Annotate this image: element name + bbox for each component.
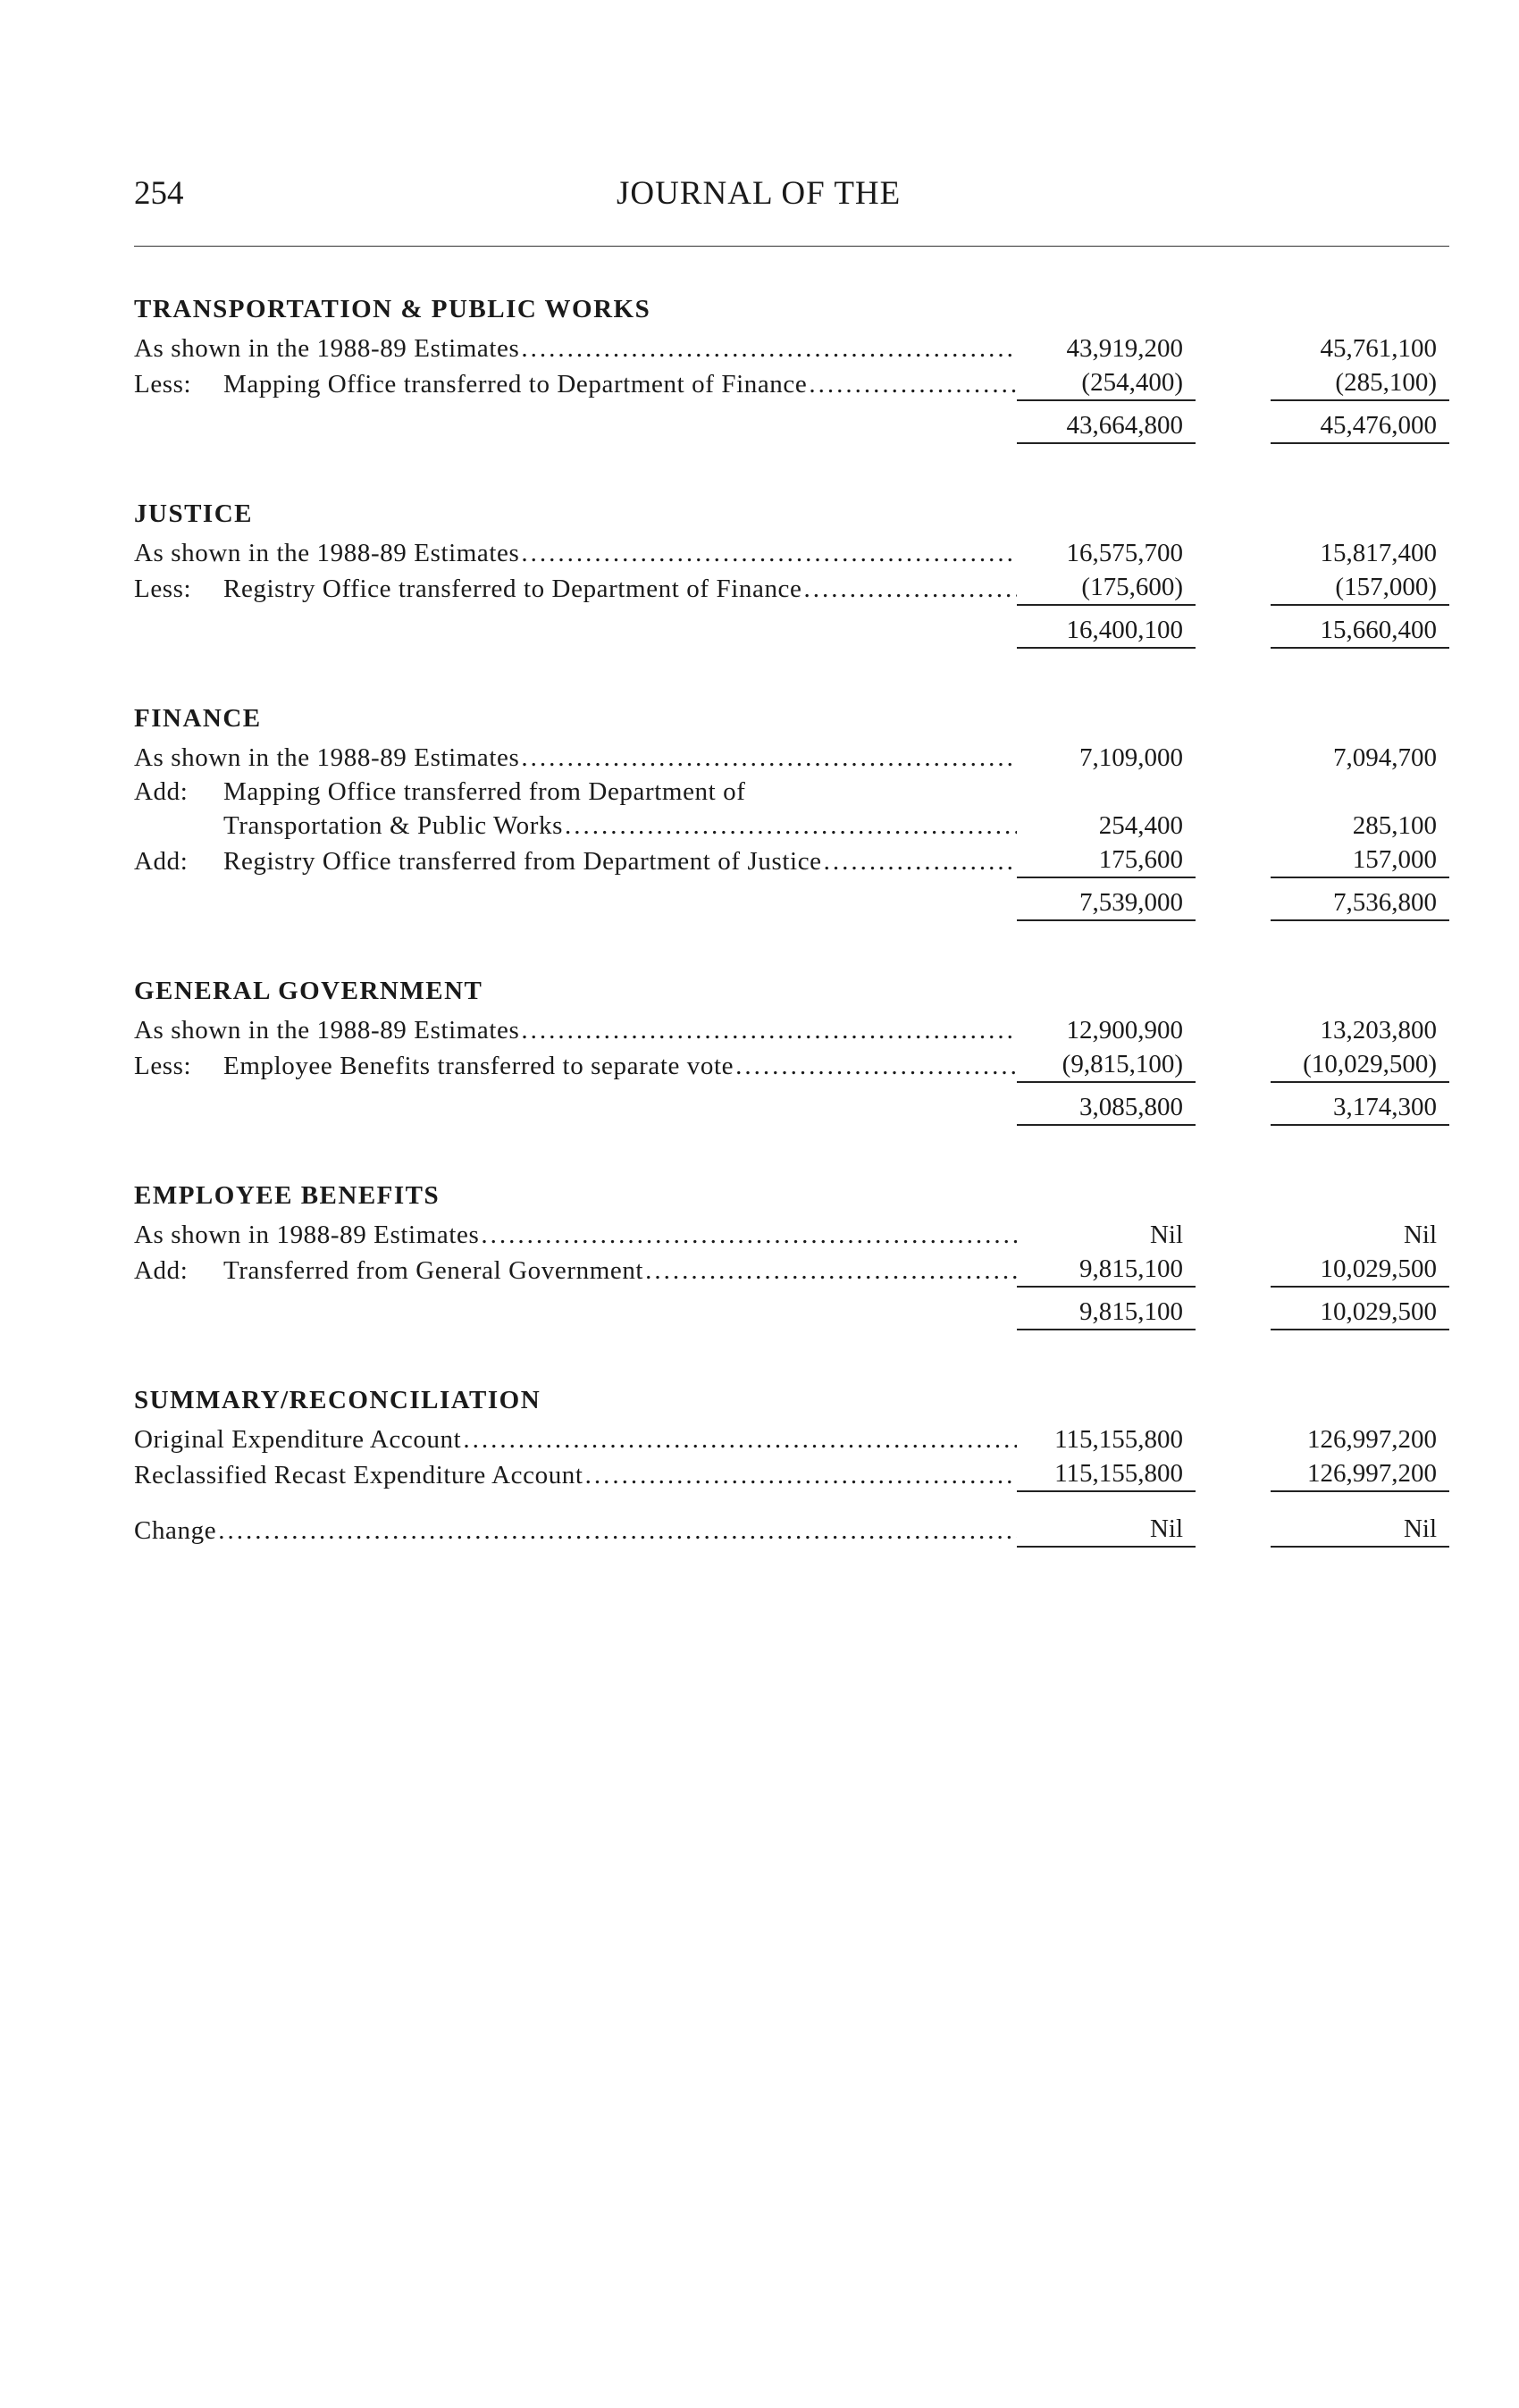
line-description: Transferred from General Government xyxy=(223,1256,644,1285)
line-item xyxy=(134,1456,1449,1492)
total-1988-89: 9,815,100 xyxy=(1017,1295,1196,1330)
section-title: JUSTICE xyxy=(134,499,253,528)
value-original: 115,155,800 xyxy=(1054,1425,1183,1454)
line-item xyxy=(134,775,1449,809)
line-description: Original Expenditure Account xyxy=(134,1425,462,1454)
section-transportation xyxy=(134,295,1449,444)
section-general-government xyxy=(134,977,1449,1126)
total-1989-90: 10,029,500 xyxy=(1271,1295,1449,1330)
change-label: Change xyxy=(134,1516,217,1545)
value-1989-90: 45,761,100 xyxy=(1320,334,1437,363)
section-title: EMPLOYEE BENEFITS xyxy=(134,1181,441,1210)
value-1988-89: 16,575,700 xyxy=(1066,539,1183,567)
total-1989-90: 7,536,800 xyxy=(1271,885,1449,921)
line-kind: Less: xyxy=(134,575,192,603)
line-item xyxy=(134,1252,1449,1288)
line-item xyxy=(134,1013,1449,1047)
total-1988-89: 43,664,800 xyxy=(1017,408,1196,444)
line-item xyxy=(134,809,1449,843)
section-employee-benefits xyxy=(134,1181,1449,1330)
line-description: As shown in the 1988-89 Estimates xyxy=(134,539,520,567)
line-description: As shown in the 1988-89 Estimates xyxy=(134,1016,520,1045)
line-kind: Add: xyxy=(134,847,189,876)
dot-leader xyxy=(735,1049,1017,1083)
dot-leader xyxy=(804,572,1018,606)
line-description: Registry Office transferred from Department of Justice xyxy=(223,847,822,876)
line-item xyxy=(134,741,1449,775)
value-1988-89: 9,815,100 xyxy=(1017,1252,1196,1288)
line-description: As shown in the 1988-89 Estimates xyxy=(134,334,520,363)
value-1988-89: 12,900,900 xyxy=(1066,1016,1183,1045)
line-kind: Less: xyxy=(134,1052,192,1080)
line-description: As shown in 1988-89 Estimates xyxy=(134,1221,480,1249)
line-item xyxy=(134,1218,1449,1252)
value-1988-89: Nil xyxy=(1149,1221,1183,1249)
change-value: Nil xyxy=(1017,1512,1196,1548)
line-kind: Add: xyxy=(134,777,189,806)
line-kind: Add: xyxy=(134,1256,189,1285)
page-header xyxy=(134,174,1449,247)
section-title: GENERAL GOVERNMENT xyxy=(134,977,483,1005)
dot-leader xyxy=(481,1218,1017,1252)
line-description: As shown in the 1988-89 Estimates xyxy=(134,743,520,772)
section-title: FINANCE xyxy=(134,704,262,733)
dot-leader xyxy=(824,844,1017,878)
total-row xyxy=(134,1295,1449,1330)
value-1988-89: (254,400) xyxy=(1017,365,1196,401)
value-1989-90: 15,817,400 xyxy=(1320,539,1437,567)
total-1989-90: 15,660,400 xyxy=(1271,613,1449,649)
value-1989-90: Nil xyxy=(1403,1221,1437,1249)
line-description: Employee Benefits transferred to separate vote xyxy=(223,1052,734,1080)
page-number: 254 xyxy=(134,175,184,212)
value-1988-89: (175,600) xyxy=(1017,570,1196,606)
change-row xyxy=(134,1512,1449,1548)
value-1989-90: 157,000 xyxy=(1271,843,1449,878)
line-item xyxy=(134,843,1449,878)
total-1988-89: 7,539,000 xyxy=(1017,885,1196,921)
value-1989-90: 13,203,800 xyxy=(1320,1016,1437,1045)
value-1989-90: 285,100 xyxy=(1352,811,1437,840)
value-1988-89: 254,400 xyxy=(1098,811,1183,840)
value-1989-90: (157,000) xyxy=(1271,570,1449,606)
value-1989-90: (285,100) xyxy=(1271,365,1449,401)
change-value: Nil xyxy=(1271,1512,1449,1548)
line-kind: Less: xyxy=(134,370,192,399)
line-item xyxy=(134,1047,1449,1083)
section-title: TRANSPORTATION & PUBLIC WORKS xyxy=(134,295,651,323)
dot-leader xyxy=(521,741,1017,775)
line-description: Transportation & Public Works xyxy=(223,811,563,840)
value-1989-90: 10,029,500 xyxy=(1271,1252,1449,1288)
total-row xyxy=(134,408,1449,444)
dot-leader xyxy=(521,536,1017,570)
line-item xyxy=(134,331,1449,365)
line-item xyxy=(134,365,1449,401)
line-description: Mapping Office transferred from Department of xyxy=(223,777,746,806)
statement-body xyxy=(134,295,1449,1603)
total-1989-90: 3,174,300 xyxy=(1271,1090,1449,1126)
total-row xyxy=(134,613,1449,649)
dot-leader xyxy=(585,1458,1017,1492)
value-reclassified: 126,997,200 xyxy=(1271,1456,1449,1492)
dot-leader xyxy=(463,1422,1017,1456)
total-1989-90: 45,476,000 xyxy=(1271,408,1449,444)
total-1988-89: 3,085,800 xyxy=(1017,1090,1196,1126)
value-1988-89: 43,919,200 xyxy=(1066,334,1183,363)
line-description: Registry Office transferred to Department of Finance xyxy=(223,575,802,603)
total-row xyxy=(134,1090,1449,1126)
section-title: SUMMARY/RECONCILIATION xyxy=(134,1386,541,1414)
value-1988-89: 7,109,000 xyxy=(1079,743,1183,772)
total-row xyxy=(134,885,1449,921)
line-item xyxy=(134,1422,1449,1456)
dot-leader xyxy=(565,809,1017,843)
line-description: Mapping Office transferred to Department of Finance xyxy=(223,370,808,399)
section-finance xyxy=(134,704,1449,921)
line-item xyxy=(134,570,1449,606)
value-reclassified: 115,155,800 xyxy=(1017,1456,1196,1492)
value-1989-90: 7,094,700 xyxy=(1333,743,1437,772)
value-1988-89: 175,600 xyxy=(1017,843,1196,878)
section-summary xyxy=(134,1386,1449,1548)
value-1988-89: (9,815,100) xyxy=(1017,1047,1196,1083)
value-1989-90: (10,029,500) xyxy=(1271,1047,1449,1083)
total-1988-89: 16,400,100 xyxy=(1017,613,1196,649)
line-description: Reclassified Recast Expenditure Account xyxy=(134,1461,583,1489)
dot-leader xyxy=(218,1514,1017,1548)
dot-leader xyxy=(521,331,1017,365)
dot-leader xyxy=(521,1013,1017,1047)
running-title: JOURNAL OF THE xyxy=(617,175,902,212)
value-original: 126,997,200 xyxy=(1307,1425,1437,1454)
dot-leader xyxy=(809,367,1017,401)
section-justice xyxy=(134,499,1449,649)
dot-leader xyxy=(645,1254,1017,1288)
line-item xyxy=(134,536,1449,570)
